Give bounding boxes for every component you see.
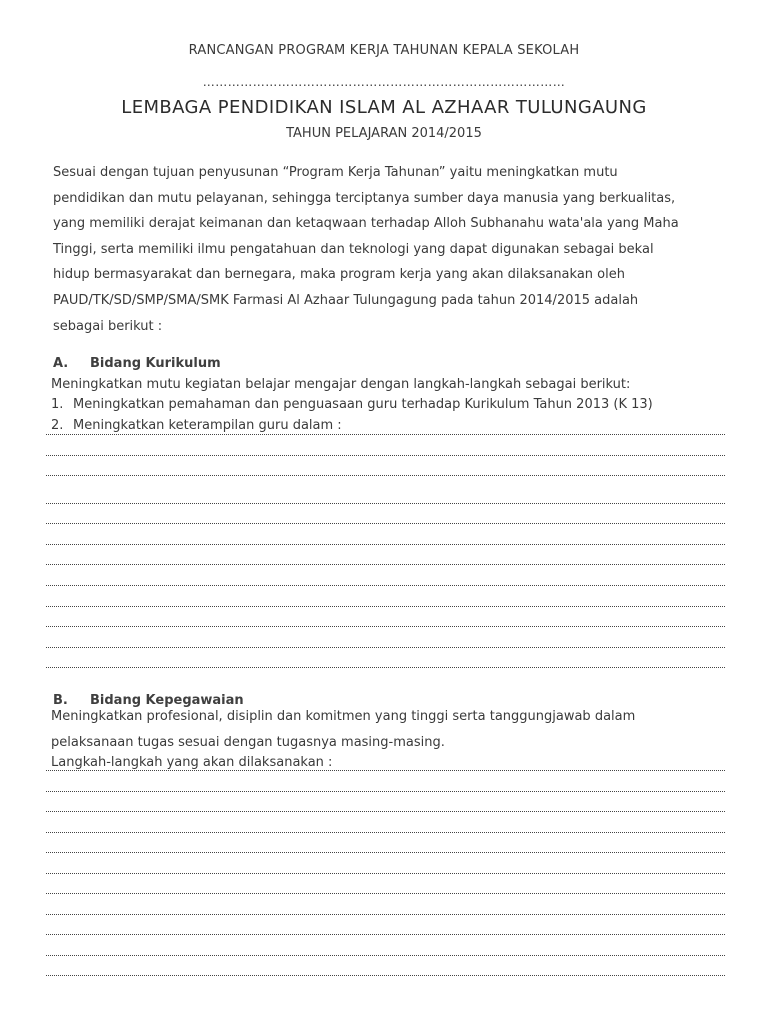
dotted-fill-line [46, 975, 725, 976]
list-item [51, 397, 653, 412]
section-a-intro: Meningkatkan mutu kegiatan belajar mengajar dengan langkah-langkah sebagai berikut: [51, 377, 631, 392]
section-title: Bidang Kurikulum [90, 356, 221, 371]
intro-line: sebagai berikut : [53, 318, 163, 334]
list-item-text: Meningkatkan pemahaman dan penguasaan guru terhadap Kurikulum Tahun 2013 (K 13) [73, 397, 653, 412]
dotted-fill-line [46, 914, 725, 915]
dotted-fill-line [46, 475, 725, 476]
dotted-fill-line [46, 770, 725, 771]
title-dotted-blank: …………………………………………………………………………… [202, 75, 566, 89]
intro-line: Tinggi, serta memiliki ilmu pengatahuan dan teknologi yang dapat digunakan sebagai bekal [53, 241, 654, 257]
dotted-fill-line [46, 523, 725, 524]
dotted-fill-line [46, 832, 725, 833]
list-item-number: 1. [51, 397, 64, 412]
intro-paragraph [53, 160, 733, 339]
dotted-fill-line [46, 955, 725, 956]
section-b-heading [53, 693, 244, 708]
dotted-fill-line [46, 455, 725, 456]
school-name: LEMBAGA PENDIDIKAN ISLAM AL AZHAAR TULUNGAUNG [121, 97, 647, 118]
dotted-fill-line [46, 564, 725, 565]
section-a-heading [53, 356, 221, 371]
list-item [51, 418, 342, 433]
list-item-number: 2. [51, 418, 64, 433]
dotted-fill-line [46, 934, 725, 935]
list-item-text: Meningkatkan keterampilan guru dalam : [73, 418, 342, 433]
section-b-text-line: Langkah-langkah yang akan dilaksanakan : [51, 755, 333, 770]
intro-line: pendidikan dan mutu pelayanan, sehingga terciptanya sumber daya manusia yang berkualitas, [53, 190, 676, 206]
section-b-text-line: pelaksanaan tugas sesuai dengan tugasnya masing-masing. [51, 735, 445, 750]
section-b-text-line: Meningkatkan profesional, disiplin dan komitmen yang tinggi serta tanggungjawab dalam [51, 709, 636, 724]
section-title: Bidang Kepegawaian [90, 693, 244, 708]
intro-line: hidup bermasyarakat dan bernegara, maka program kerja yang akan dilaksanakan oleh [53, 267, 625, 283]
dotted-fill-line [46, 647, 725, 648]
dotted-fill-line [46, 606, 725, 607]
dotted-fill-line [46, 585, 725, 586]
section-letter: A. [53, 356, 69, 371]
dotted-fill-line [46, 434, 725, 435]
dotted-fill-line [46, 852, 725, 853]
intro-line: yang memiliki derajat keimanan dan ketaqwaan terhadap Alloh Subhanahu wata'ala yang Maha [53, 216, 679, 232]
intro-line: PAUD/TK/SD/SMP/SMA/SMK Farmasi Al Azhaar Tulungagung pada tahun 2014/2015 adalah [53, 292, 639, 308]
dotted-fill-line [46, 873, 725, 874]
dotted-fill-line [46, 893, 725, 894]
section-letter: B. [53, 693, 68, 708]
intro-line: Sesuai dengan tujuan penyusunan “Program Kerja Tahunan” yaitu meningkatkan mutu [53, 165, 618, 180]
dotted-fill-line [46, 667, 725, 668]
dotted-fill-line [46, 544, 725, 545]
dotted-fill-line [46, 811, 725, 812]
dotted-fill-line [46, 626, 725, 627]
document-title: RANCANGAN PROGRAM KERJA TAHUNAN KEPALA SEKOLAH [188, 43, 580, 58]
dotted-fill-line [46, 791, 725, 792]
academic-year: TAHUN PELAJARAN 2014/2015 [286, 126, 482, 141]
dotted-fill-line [46, 503, 725, 504]
